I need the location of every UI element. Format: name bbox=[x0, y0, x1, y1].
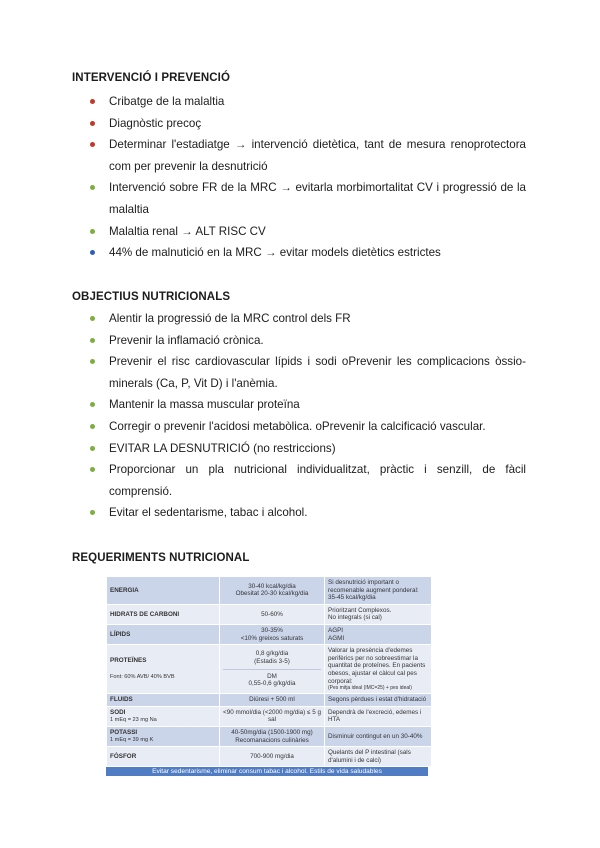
objectius-list bbox=[90, 308, 526, 524]
table-cell: Disminuir contingut en un 30-40% bbox=[325, 726, 432, 746]
table-cell: Valorar la presència d'edemes perifèrics per no sobreestimar la quantitat de proteïnes. En pacients obesos, ajustar el càlcul cal pes corporal: (Pes mitja ideal (IMC=25) + pes ideal) bbox=[325, 645, 432, 694]
table-cell: FÒSFOR bbox=[107, 747, 220, 767]
list-item: 44% de malnutició en la MRC → evitar models dietètics estrictes bbox=[90, 242, 526, 264]
list-item: Prevenir el risc cardiovascular lípids i sodi oPrevenir les complicacions òssio-minerals (Ca, P, Vit D) i l'anèmia. bbox=[90, 351, 526, 394]
list-item: Prevenir la inflamació crònica. bbox=[90, 330, 526, 352]
table-cell: 30-35% <10% greixos saturats bbox=[220, 624, 325, 644]
table-cell: 40-50mg/dia (1500-1900 mg) Recomanacions culinàries bbox=[220, 726, 325, 746]
table-footer-bar: Evitar sedentarisme, eliminar consum tabac i alcohol. Estils de vida saludables bbox=[106, 767, 428, 776]
table-cell: 30-40 kcal/kg/dia Obesitat 20-30 kcal/kg/dia bbox=[220, 577, 325, 605]
list-item: EVITAR LA DESNUTRICIÓ (no restriccions) bbox=[90, 438, 526, 460]
list-item: Mantenir la massa muscular proteïna bbox=[90, 394, 526, 416]
table-cell: Si desnutrició important o recomenable augment ponderal: 35-45 kcal/kg/dia bbox=[325, 577, 432, 605]
table-row bbox=[107, 747, 432, 767]
list-item: Alentir la progressió de la MRC control dels FR bbox=[90, 308, 526, 330]
section-title-intervencio: INTERVENCIÓ I PREVENCIÓ bbox=[72, 72, 231, 84]
list-item: Evitar el sedentarisme, tabac i alcohol. bbox=[90, 502, 526, 524]
requirements-table bbox=[106, 576, 432, 767]
table-cell: FLUIDS bbox=[107, 694, 220, 707]
bullet-dot-icon bbox=[90, 229, 95, 234]
table-row bbox=[107, 604, 432, 624]
table-cell: AGPI AGMI bbox=[325, 624, 432, 644]
list-item: Malaltia renal → ALT RISC CV bbox=[90, 221, 526, 243]
table-cell: Segons pèrdues i estat d'hidratació bbox=[325, 694, 432, 707]
table-cell: POTASSI 1 mEq = 39 mg K bbox=[107, 726, 220, 746]
bullet-dot-icon bbox=[90, 316, 95, 321]
section-title-requeriments: REQUERIMENTS NUTRICIONAL bbox=[72, 552, 250, 564]
list-item: Determinar l'estadiatge → intervenció dietètica, tant de mesura renoprotectora com per prevenir la desnutrició bbox=[90, 134, 526, 177]
bullet-dot-icon bbox=[90, 250, 95, 255]
section-title-objectius: OBJECTIUS NUTRICIONALS bbox=[72, 291, 231, 303]
list-item: Cribatge de la malaltia bbox=[90, 91, 526, 113]
table-row bbox=[107, 645, 432, 694]
bullet-dot-icon bbox=[90, 142, 95, 147]
table-cell: PROTEÏNES Font: 60% AVB/ 40% BVB bbox=[107, 645, 220, 694]
table-cell: SODI 1 mEq = 23 mg Na bbox=[107, 706, 220, 726]
table-cell: LÍPIDS bbox=[107, 624, 220, 644]
bullet-dot-icon bbox=[90, 121, 95, 126]
table-cell: Diüresi + 500 ml bbox=[220, 694, 325, 707]
list-item: Intervenció sobre FR de la MRC → evitarla morbimortalitat CV i progressió de la malaltia bbox=[90, 177, 526, 220]
bullet-dot-icon bbox=[90, 446, 95, 451]
table-cell: Dependrà de l'excreció, edemes i HTA bbox=[325, 706, 432, 726]
list-item: Proporcionar un pla nutricional individualitzat, pràctic i senzill, de fàcil comprensió. bbox=[90, 459, 526, 502]
table-cell: Prioritzant Complexos. No integrals (si cal) bbox=[325, 604, 432, 624]
table-cell: ENERGIA bbox=[107, 577, 220, 605]
table-cell: 0,8 g/kg/dia (Estadis 3-5) DM 0,55-0,6 g/kg/dia bbox=[220, 645, 325, 694]
table-row bbox=[107, 577, 432, 605]
table-row bbox=[107, 706, 432, 726]
table-cell: 50-60% bbox=[220, 604, 325, 624]
table-row bbox=[107, 624, 432, 644]
table-row bbox=[107, 726, 432, 746]
table-cell: 700-900 mg/dia bbox=[220, 747, 325, 767]
requirements-table-image bbox=[106, 576, 428, 776]
bullet-dot-icon bbox=[90, 338, 95, 343]
list-item: Diagnòstic precoç bbox=[90, 113, 526, 135]
bullet-dot-icon bbox=[90, 510, 95, 515]
bullet-dot-icon bbox=[90, 424, 95, 429]
bullet-dot-icon bbox=[90, 402, 95, 407]
table-cell: Quelants del P intestinal (sals d'alumini i de calci) bbox=[325, 747, 432, 767]
table-cell: <90 mmol/dia (<2000 mg/dia) ≤ 5 g sal bbox=[220, 706, 325, 726]
table-cell: HIDRATS DE CARBONI bbox=[107, 604, 220, 624]
bullet-dot-icon bbox=[90, 185, 95, 190]
table-row bbox=[107, 694, 432, 707]
bullet-dot-icon bbox=[90, 359, 95, 364]
list-item: Corregir o prevenir l'acidosi metabòlica. oPrevenir la calcificació vascular. bbox=[90, 416, 526, 438]
bullet-dot-icon bbox=[90, 99, 95, 104]
bullet-dot-icon bbox=[90, 467, 95, 472]
intervencio-list bbox=[90, 91, 526, 264]
